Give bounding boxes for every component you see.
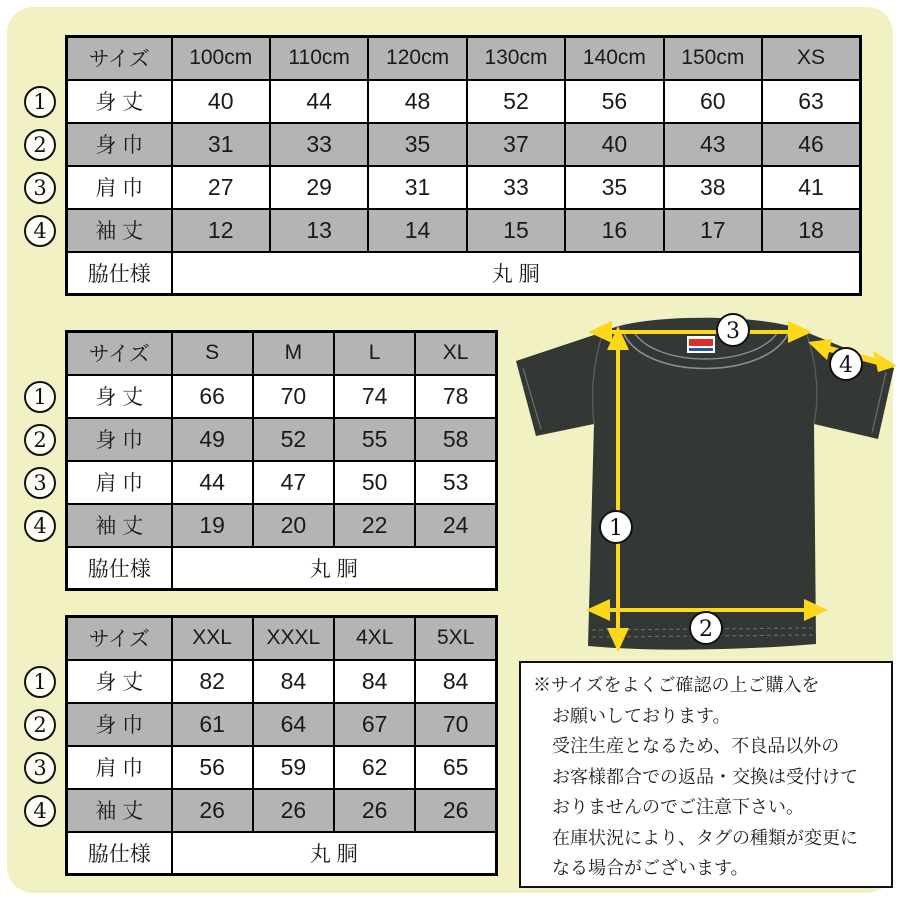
size-cell: 82 [172, 660, 253, 703]
row-marker-4: 4 [24, 215, 56, 247]
size-cell: 48 [368, 80, 466, 123]
size-cell: 53 [415, 461, 496, 504]
size-cell: 58 [415, 418, 496, 461]
footer-value: 丸 胴 [172, 252, 861, 295]
size-cell: 19 [172, 504, 253, 547]
size-cell: 52 [253, 418, 334, 461]
diagram-marker-1 [600, 511, 632, 543]
svg-text:1: 1 [609, 516, 623, 541]
column-header: サイズ [67, 617, 172, 660]
size-cell: 13 [270, 209, 368, 252]
size-cell: 65 [415, 746, 496, 789]
column-header: 4XL [334, 617, 415, 660]
svg-text:4: 4 [839, 353, 853, 378]
row-label: 袖 丈 [67, 209, 172, 252]
size-cell: 26 [415, 789, 496, 832]
column-header: XXL [172, 617, 253, 660]
column-header: L [334, 332, 415, 375]
row-marker-4: 4 [24, 510, 56, 542]
note-line: お願いしております。 [552, 705, 731, 726]
column-header: XS [762, 37, 860, 80]
column-header: サイズ [67, 37, 172, 80]
size-cell: 84 [415, 660, 496, 703]
row-marker-4: 4 [24, 795, 56, 827]
note-line: おりませんのでご注意下さい。 [552, 797, 804, 817]
size-cell: 64 [253, 703, 334, 746]
size-cell: 47 [253, 461, 334, 504]
size-cell: 43 [664, 123, 762, 166]
row-label: 身 丈 [67, 375, 172, 418]
row-marker-2: 2 [24, 129, 56, 161]
size-cell: 35 [368, 123, 466, 166]
size-cell: 66 [172, 375, 253, 418]
footer-value: 丸 胴 [172, 832, 497, 875]
note-line: お客様都合での返品・交換は受付けて [552, 766, 858, 787]
row-label: 身 丈 [67, 660, 172, 703]
column-header: 110cm [270, 37, 368, 80]
size-cell: 20 [253, 504, 334, 547]
row-marker-1: 1 [24, 666, 56, 698]
row-label: 肩 巾 [67, 461, 172, 504]
size-cell: 26 [172, 789, 253, 832]
size-cell: 14 [368, 209, 466, 252]
size-cell: 56 [172, 746, 253, 789]
size-cell: 18 [762, 209, 860, 252]
size-cell: 40 [172, 80, 270, 123]
column-header: 140cm [565, 37, 663, 80]
size-cell: 44 [172, 461, 253, 504]
size-cell: 84 [253, 660, 334, 703]
size-cell: 44 [270, 80, 368, 123]
size-cell: 22 [334, 504, 415, 547]
size-cell: 49 [172, 418, 253, 461]
size-cell: 70 [253, 375, 334, 418]
row-label: 身 巾 [67, 703, 172, 746]
size-cell: 67 [334, 703, 415, 746]
size-cell: 55 [334, 418, 415, 461]
svg-text:2: 2 [699, 617, 713, 642]
column-header: S [172, 332, 253, 375]
row-label: 袖 丈 [67, 789, 172, 832]
tshirt-diagram [506, 306, 900, 661]
column-header: M [253, 332, 334, 375]
row-marker-2: 2 [24, 709, 56, 741]
size-table-xxl-5xl [65, 615, 498, 876]
row-marker-3: 3 [24, 752, 56, 784]
footer-label: 脇仕様 [67, 547, 172, 590]
size-cell: 70 [415, 703, 496, 746]
column-header: 120cm [368, 37, 466, 80]
row-marker-1: 1 [24, 381, 56, 413]
note-line: 受注生産となるため、不良品以外の [552, 736, 840, 756]
column-header: XL [415, 332, 496, 375]
size-cell: 33 [467, 166, 565, 209]
row-label: 身 丈 [67, 80, 172, 123]
size-cell: 62 [334, 746, 415, 789]
diagram-marker-4 [830, 348, 862, 380]
note-line: なる場合がございます。 [552, 858, 749, 878]
row-marker-2: 2 [24, 424, 56, 456]
size-cell: 40 [565, 123, 663, 166]
size-cell: 50 [334, 461, 415, 504]
size-cell: 27 [172, 166, 270, 209]
size-cell: 16 [565, 209, 663, 252]
size-cell: 74 [334, 375, 415, 418]
row-label: 袖 丈 [67, 504, 172, 547]
footer-value: 丸 胴 [172, 547, 497, 590]
size-cell: 56 [565, 80, 663, 123]
size-cell: 59 [253, 746, 334, 789]
size-cell: 78 [415, 375, 496, 418]
size-cell: 17 [664, 209, 762, 252]
size-cell: 35 [565, 166, 663, 209]
purchase-note-box [519, 661, 893, 888]
column-header: 5XL [415, 617, 496, 660]
size-cell: 26 [334, 789, 415, 832]
column-header: 100cm [172, 37, 270, 80]
size-cell: 37 [467, 123, 565, 166]
diagram-marker-3 [717, 314, 749, 346]
size-cell: 46 [762, 123, 860, 166]
size-cell: 24 [415, 504, 496, 547]
column-header: XXXL [253, 617, 334, 660]
row-marker-3: 3 [24, 172, 56, 204]
size-cell: 26 [253, 789, 334, 832]
column-header: 150cm [664, 37, 762, 80]
column-header: 130cm [467, 37, 565, 80]
row-marker-3: 3 [24, 467, 56, 499]
row-label: 肩 巾 [67, 166, 172, 209]
size-cell: 63 [762, 80, 860, 123]
note-line: ※サイズをよくご確認の上ご購入を [533, 675, 820, 695]
size-table-kids [65, 35, 862, 296]
column-header: サイズ [67, 332, 172, 375]
size-cell: 29 [270, 166, 368, 209]
size-cell: 84 [334, 660, 415, 703]
size-cell: 15 [467, 209, 565, 252]
row-label: 身 巾 [67, 418, 172, 461]
footer-label: 脇仕様 [67, 832, 172, 875]
size-cell: 38 [664, 166, 762, 209]
row-label: 肩 巾 [67, 746, 172, 789]
size-table-s-xl [65, 330, 498, 591]
row-marker-1: 1 [24, 86, 56, 118]
svg-text:3: 3 [726, 319, 740, 344]
size-cell: 52 [467, 80, 565, 123]
row-label: 身 巾 [67, 123, 172, 166]
size-cell: 12 [172, 209, 270, 252]
diagram-marker-2 [690, 612, 722, 644]
brand-tag [687, 336, 715, 353]
size-cell: 61 [172, 703, 253, 746]
footer-label: 脇仕様 [67, 252, 172, 295]
size-cell: 60 [664, 80, 762, 123]
size-cell: 41 [762, 166, 860, 209]
size-cell: 33 [270, 123, 368, 166]
note-line: 在庫状況により、タグの種類が変更に [552, 827, 858, 848]
size-cell: 31 [172, 123, 270, 166]
size-cell: 31 [368, 166, 466, 209]
